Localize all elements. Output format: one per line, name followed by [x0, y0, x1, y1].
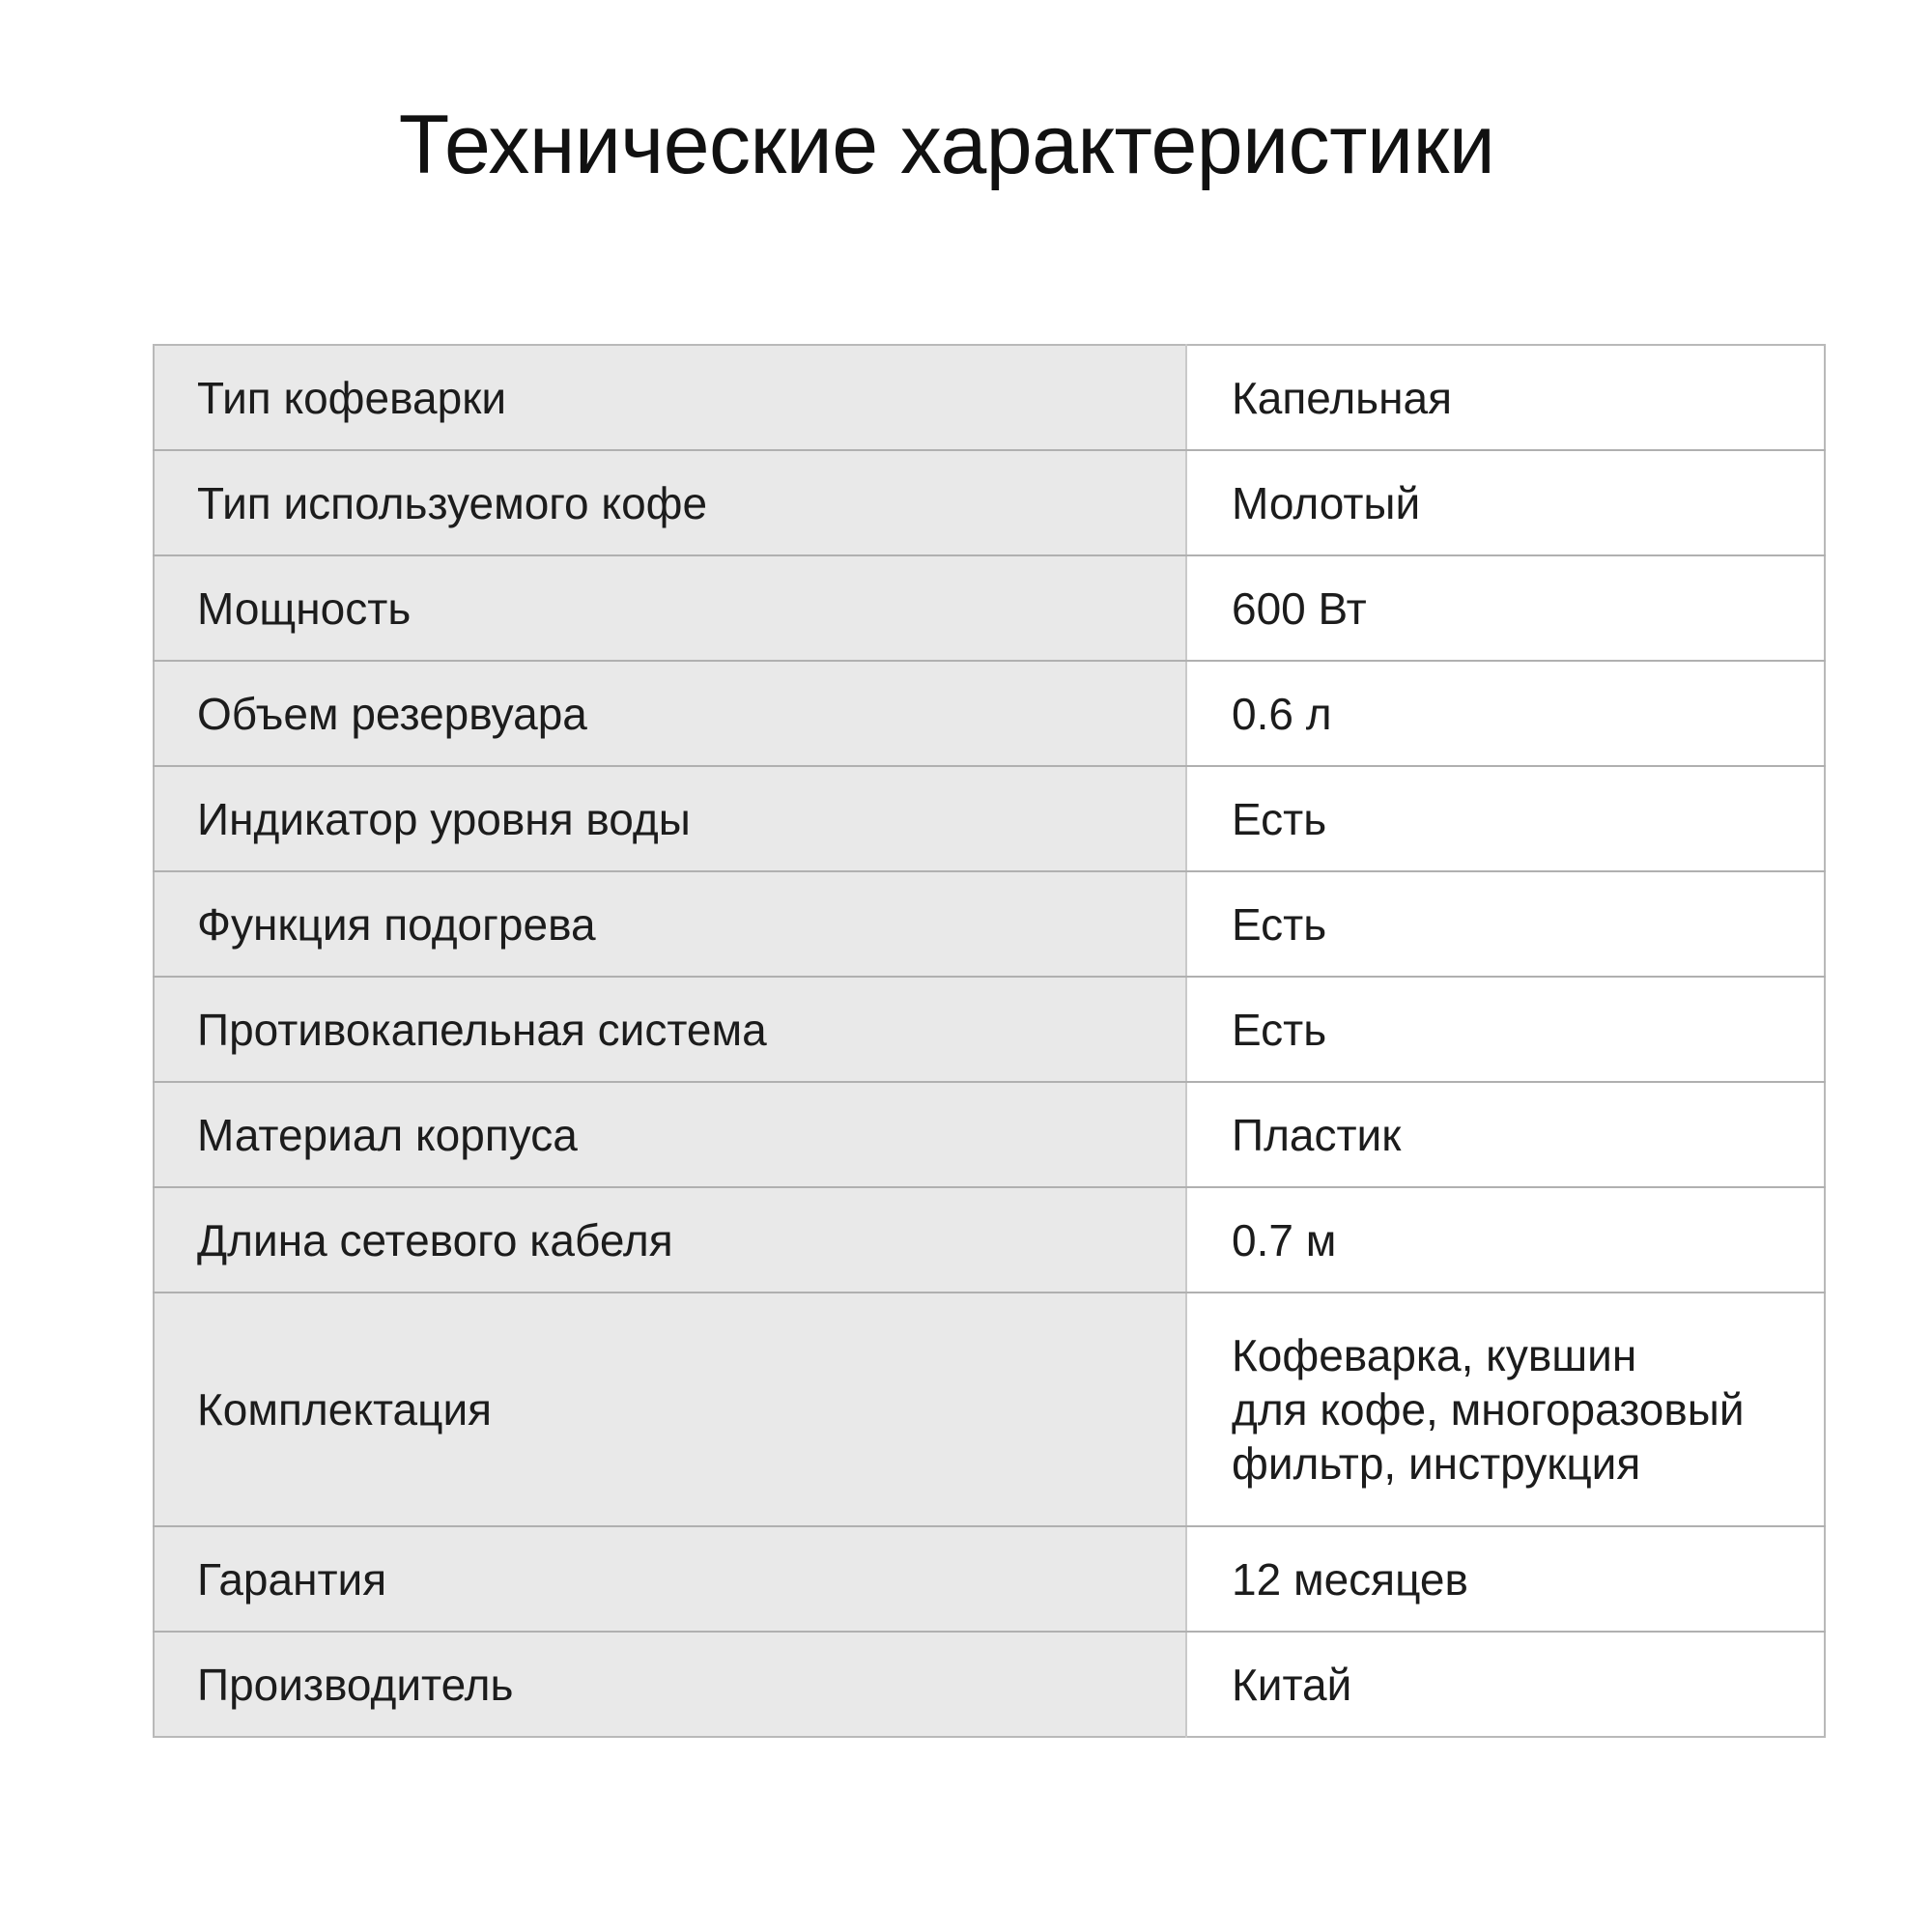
spec-value: Капельная [1186, 345, 1825, 450]
table-row [154, 555, 1825, 661]
spec-value: 12 месяцев [1186, 1526, 1825, 1632]
spec-value: 600 Вт [1186, 555, 1825, 661]
spec-label: Функция подогрева [154, 871, 1186, 977]
table-row [154, 450, 1825, 555]
spec-value: 0.7 м [1186, 1187, 1825, 1293]
spec-label: Комплектация [154, 1293, 1186, 1526]
spec-value: Есть [1186, 871, 1825, 977]
table-row [154, 345, 1825, 450]
spec-label: Объем резервуара [154, 661, 1186, 766]
spec-value: Китай [1186, 1632, 1825, 1737]
spec-label: Материал корпуса [154, 1082, 1186, 1187]
spec-label: Производитель [154, 1632, 1186, 1737]
spec-value: Кофеварка, кувшин для кофе, многоразовый фильтр, инструкция [1186, 1293, 1825, 1526]
page-title: Технические характеристики [398, 99, 1495, 191]
spec-label: Длина сетевого кабеля [154, 1187, 1186, 1293]
table-row [154, 977, 1825, 1082]
spec-value: Есть [1186, 766, 1825, 871]
spec-label: Тип кофеварки [154, 345, 1186, 450]
spec-value: Есть [1186, 977, 1825, 1082]
spec-label: Противокапельная система [154, 977, 1186, 1082]
spec-label: Гарантия [154, 1526, 1186, 1632]
spec-value: Пластик [1186, 1082, 1825, 1187]
spec-value: Молотый [1186, 450, 1825, 555]
spec-label: Тип используемого кофе [154, 450, 1186, 555]
spec-label: Мощность [154, 555, 1186, 661]
spec-label: Индикатор уровня воды [154, 766, 1186, 871]
table-row [154, 1632, 1825, 1737]
table-row [154, 1293, 1825, 1526]
table-row [154, 1187, 1825, 1293]
table-row [154, 766, 1825, 871]
specifications-table [153, 344, 1826, 1738]
table-row [154, 661, 1825, 766]
table-row [154, 871, 1825, 977]
table-row [154, 1526, 1825, 1632]
spec-value: 0.6 л [1186, 661, 1825, 766]
table-row [154, 1082, 1825, 1187]
